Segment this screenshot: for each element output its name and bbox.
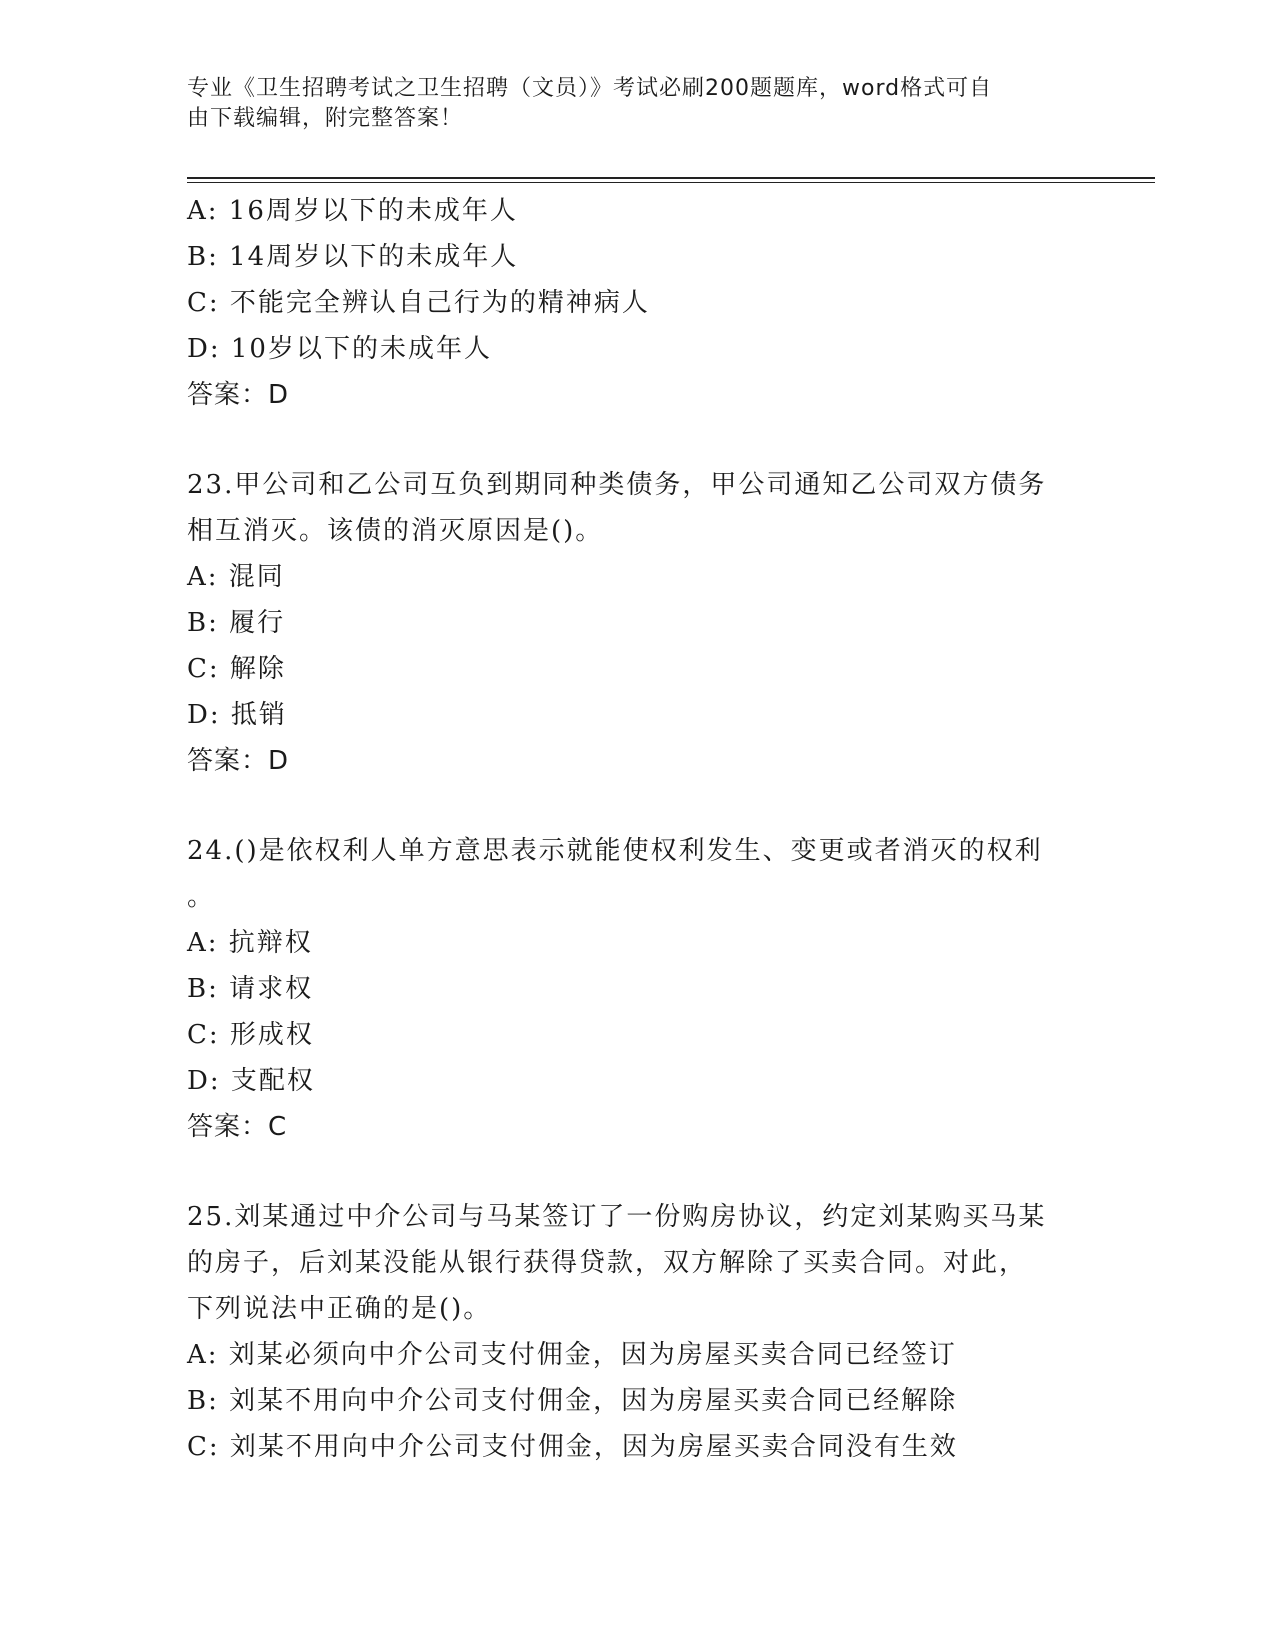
stem-line-1: 24.()是依权利人单方意思表示就能使权利发生、变更或者消灭的权利 [187, 836, 1043, 866]
stem-line-1: 25.刘某通过中介公司与马某签订了一份购房协议，约定刘某购买马某 [187, 1202, 1047, 1232]
option-b: B: 14周岁以下的未成年人 [187, 242, 519, 272]
option-c: C: 不能完全辨认自己行为的精神病人 [187, 288, 650, 318]
option-a: A: 16周岁以下的未成年人 [187, 196, 518, 226]
option-d: D: 10岁以下的未成年人 [187, 334, 492, 364]
question-25 [187, 1194, 1087, 1470]
stem-line-3: 下列说法中正确的是()。 [187, 1294, 492, 1324]
spacer [187, 1150, 1087, 1194]
option-c: C: 形成权 [187, 1020, 314, 1050]
stem-line-2: 。 [187, 882, 216, 912]
stem-line-2: 的房子，后刘某没能从银行获得贷款，双方解除了买卖合同。对此， [187, 1248, 1028, 1278]
spacer [187, 784, 1087, 828]
question-stem [187, 462, 1087, 554]
header-rule-thick [187, 177, 1155, 179]
stem-line-1: 23.甲公司和乙公司互负到期同种类债务，甲公司通知乙公司双方债务 [187, 470, 1047, 500]
option-a: A: 抗辩权 [187, 928, 313, 958]
answer-line: 答案：D [187, 746, 290, 776]
document-header [187, 74, 1067, 134]
header-line-1: 专业《卫生招聘考试之卫生招聘（文员）》考试必刷200题题库，word格式可自 [187, 76, 993, 101]
question-stem [187, 1194, 1087, 1332]
header-rule-thin [187, 182, 1155, 183]
option-d: D: 抵销 [187, 700, 287, 730]
header-line-2: 由下载编辑，附完整答案！ [187, 106, 464, 131]
option-b: B: 请求权 [187, 974, 314, 1004]
option-a: A: 刘某必须向中介公司支付佣金，因为房屋买卖合同已经签订 [187, 1340, 957, 1370]
question-list [187, 188, 1087, 1470]
option-a: A: 混同 [187, 562, 285, 592]
question-23 [187, 462, 1087, 784]
question-22 [187, 188, 1087, 418]
spacer [187, 418, 1087, 462]
option-d: D: 支配权 [187, 1066, 315, 1096]
option-b: B: 刘某不用向中介公司支付佣金，因为房屋买卖合同已经解除 [187, 1386, 958, 1416]
stem-line-2: 相互消灭。该债的消灭原因是()。 [187, 516, 604, 546]
question-24 [187, 828, 1087, 1150]
option-c: C: 刘某不用向中介公司支付佣金，因为房屋买卖合同没有生效 [187, 1432, 958, 1462]
answer-line: 答案：D [187, 380, 290, 410]
answer-line: 答案：C [187, 1112, 288, 1142]
option-b: B: 履行 [187, 608, 286, 638]
question-stem [187, 828, 1087, 920]
option-c: C: 解除 [187, 654, 286, 684]
